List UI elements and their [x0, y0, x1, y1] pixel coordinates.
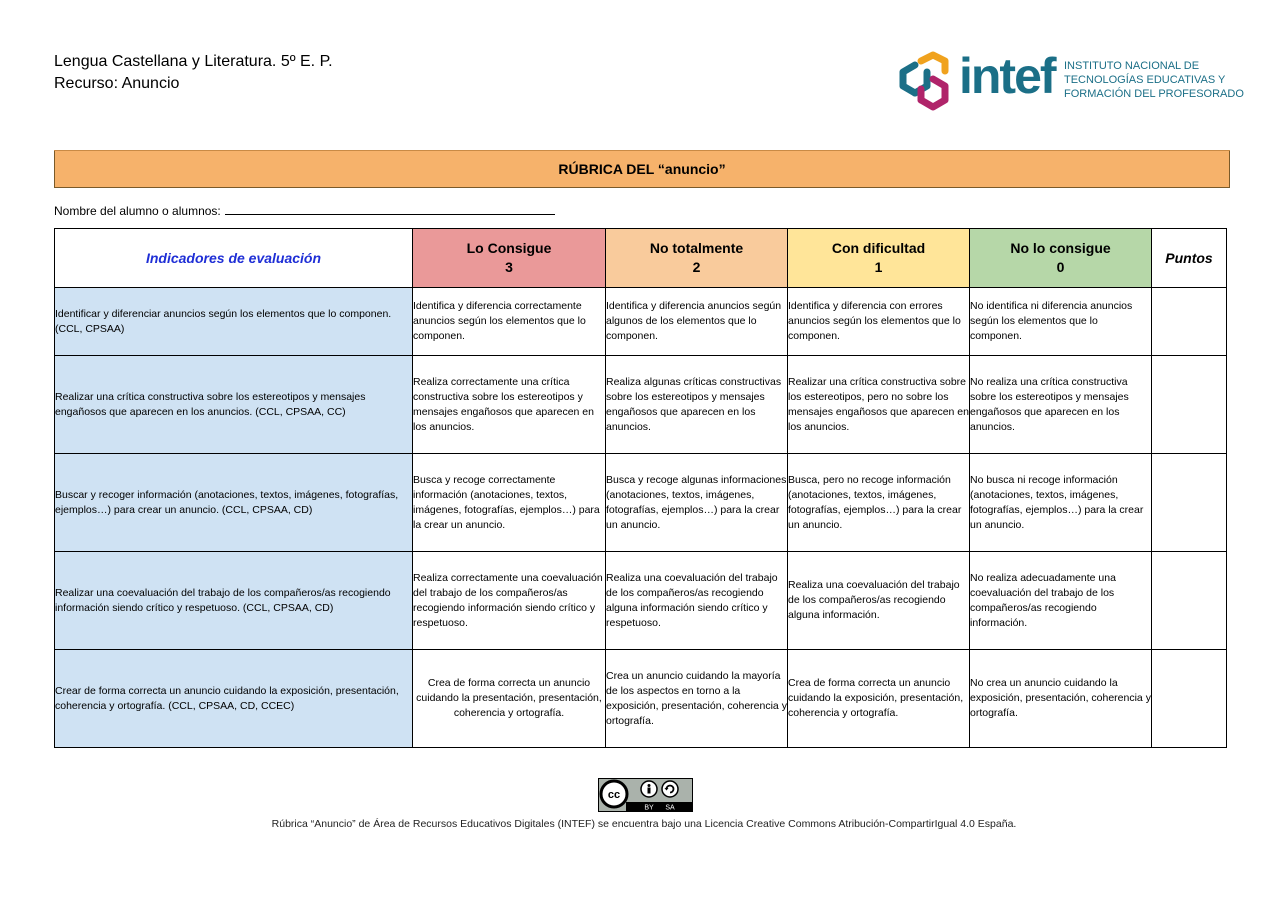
- table-row: [55, 552, 1227, 650]
- level-0-cell: No busca ni recoge información (anotaciones, textos, imágenes, fotografías, ejemplos…) para la crear un anuncio.: [970, 454, 1152, 552]
- level-3-cell: Realiza correctamente una coevaluación del trabajo de los compañeros/as recogiendo información siendo crítico y respetuoso.: [413, 552, 606, 650]
- level-2-cell: Identifica y diferencia anuncios según algunos de los elementos que lo componen.: [606, 288, 788, 356]
- table-row: [55, 454, 1227, 552]
- indicators-header: Indicadores de evaluación: [55, 229, 413, 288]
- share-alike-icon: [662, 781, 678, 797]
- student-name-field: [54, 203, 555, 218]
- points-cell[interactable]: [1152, 356, 1227, 454]
- license-footer: Rúbrica “Anuncio” de Área de Recursos Educativos Digitales (INTEF) se encuentra bajo una Licencia Creative Commons Atribución-CompartirIgual 4.0 España.: [271, 818, 1017, 830]
- intef-wordmark: intef: [959, 48, 1055, 104]
- rubric-title: RÚBRICA DEL “anuncio”: [558, 161, 726, 177]
- level-header-2: No totalmente 2: [606, 229, 788, 288]
- level-0-cell: No realiza una crítica constructiva sobre los estereotipos y mensajes engañosos que aparecen en los anuncios.: [970, 356, 1152, 454]
- level-2-cell: Crea un anuncio cuidando la mayoría de los aspectos en torno a la exposición, presentación, coherencia y ortografía.: [606, 650, 788, 748]
- student-name-line[interactable]: [225, 203, 555, 215]
- level-1-cell: Realiza una coevaluación del trabajo de los compañeros/as recogiendo alguna información.: [788, 552, 970, 650]
- level-2-cell: Realiza algunas críticas constructivas sobre los estereotipos y mensajes engañosos que aparecen en los anuncios.: [606, 356, 788, 454]
- document-header: [54, 51, 333, 95]
- indicator-cell: Realizar una crítica constructiva sobre los estereotipos y mensajes engañosos que aparecen en los anuncios. (CCL, CPSAA, CC): [55, 356, 413, 454]
- level-3-cell: Crea de forma correcta un anuncio cuidando la presentación, presentación, coherencia y ortografía.: [413, 650, 606, 748]
- level-2-cell: Realiza una coevaluación del trabajo de los compañeros/as recogiendo alguna información siendo crítico y respetuoso.: [606, 552, 788, 650]
- level-1-cell: Crea de forma correcta un anuncio cuidando la exposición, presentación, coherencia y ortografía.: [788, 650, 970, 748]
- level-header-0: No lo consigue 0: [970, 229, 1152, 288]
- level-1-cell: Identifica y diferencia con errores anuncios según los elementos que lo componen.: [788, 288, 970, 356]
- points-cell[interactable]: [1152, 552, 1227, 650]
- intef-emblem-icon: [893, 51, 955, 113]
- level-0-cell: No realiza adecuadamente una coevaluación del trabajo de los compañeros/as recogiendo información.: [970, 552, 1152, 650]
- intef-logo: [893, 48, 1244, 113]
- header-row: [55, 229, 1227, 288]
- table-row: [55, 356, 1227, 454]
- level-header-1: Con dificultad 1: [788, 229, 970, 288]
- level-1-cell: Realizar una crítica constructiva sobre los estereotipos, pero no sobre los mensajes engañosos que aparecen en los anuncios.: [788, 356, 970, 454]
- rubric-table: [54, 228, 1227, 748]
- student-name-label: Nombre del alumno o alumnos:: [54, 204, 221, 218]
- subject-line: Lengua Castellana y Literatura. 5º E. P.: [54, 53, 333, 70]
- level-3-cell: Busca y recoge correctamente información (anotaciones, textos, imágenes, fotografías, ejemplos…) para la crear un anuncio.: [413, 454, 606, 552]
- rubric-title-banner: [54, 150, 1230, 188]
- table-row: [55, 288, 1227, 356]
- indicator-cell: Buscar y recoger información (anotaciones, textos, imágenes, fotografías, ejemplos…) para crear un anuncio. (CCL, CPSAA, CD): [55, 454, 413, 552]
- level-2-cell: Busca y recoge algunas informaciones (anotaciones, textos, imágenes, fotografías, ejemplos…) para la crear un anuncio.: [606, 454, 788, 552]
- intef-institution-name: INSTITUTO NACIONAL DE TECNOLOGÍAS EDUCATIVAS Y FORMACIÓN DEL PROFESORADO: [1064, 60, 1244, 100]
- indicator-cell: Crear de forma correcta un anuncio cuidando la exposición, presentación, coherencia y ortografía. (CCL, CPSAA, CD, CCEC): [55, 650, 413, 748]
- level-0-cell: No crea un anuncio cuidando la exposición, presentación, coherencia y ortografía.: [970, 650, 1152, 748]
- cc-icon: cc: [607, 789, 621, 801]
- points-cell[interactable]: [1152, 650, 1227, 748]
- points-cell[interactable]: [1152, 454, 1227, 552]
- points-header: Puntos: [1152, 229, 1227, 288]
- sa-label: SA: [665, 804, 675, 812]
- level-0-cell: No identifica ni diferencia anuncios según los elementos que lo componen.: [970, 288, 1152, 356]
- level-3-cell: Identifica y diferencia correctamente anuncios según los elementos que lo componen.: [413, 288, 606, 356]
- resource-line: Recurso: Anuncio: [54, 75, 180, 92]
- points-cell[interactable]: [1152, 288, 1227, 356]
- level-3-cell: Realiza correctamente una crítica constructiva sobre los estereotipos y mensajes engañosos que aparecen en los anuncios.: [413, 356, 606, 454]
- indicator-cell: Identificar y diferenciar anuncios según los elementos que lo componen. (CCL, CPSAA): [55, 288, 413, 356]
- indicator-cell: Realizar una coevaluación del trabajo de los compañeros/as recogiendo información siendo crítico y respetuoso. (CCL, CPSAA, CD): [55, 552, 413, 650]
- level-1-cell: Busca, pero no recoge información (anotaciones, textos, imágenes, fotografías, ejemplos…) para la crear un anuncio.: [788, 454, 970, 552]
- table-row: [55, 650, 1227, 748]
- level-header-3: Lo Consigue 3: [413, 229, 606, 288]
- by-label: BY: [644, 804, 654, 812]
- cc-by-sa-license-badge[interactable]: [598, 778, 693, 812]
